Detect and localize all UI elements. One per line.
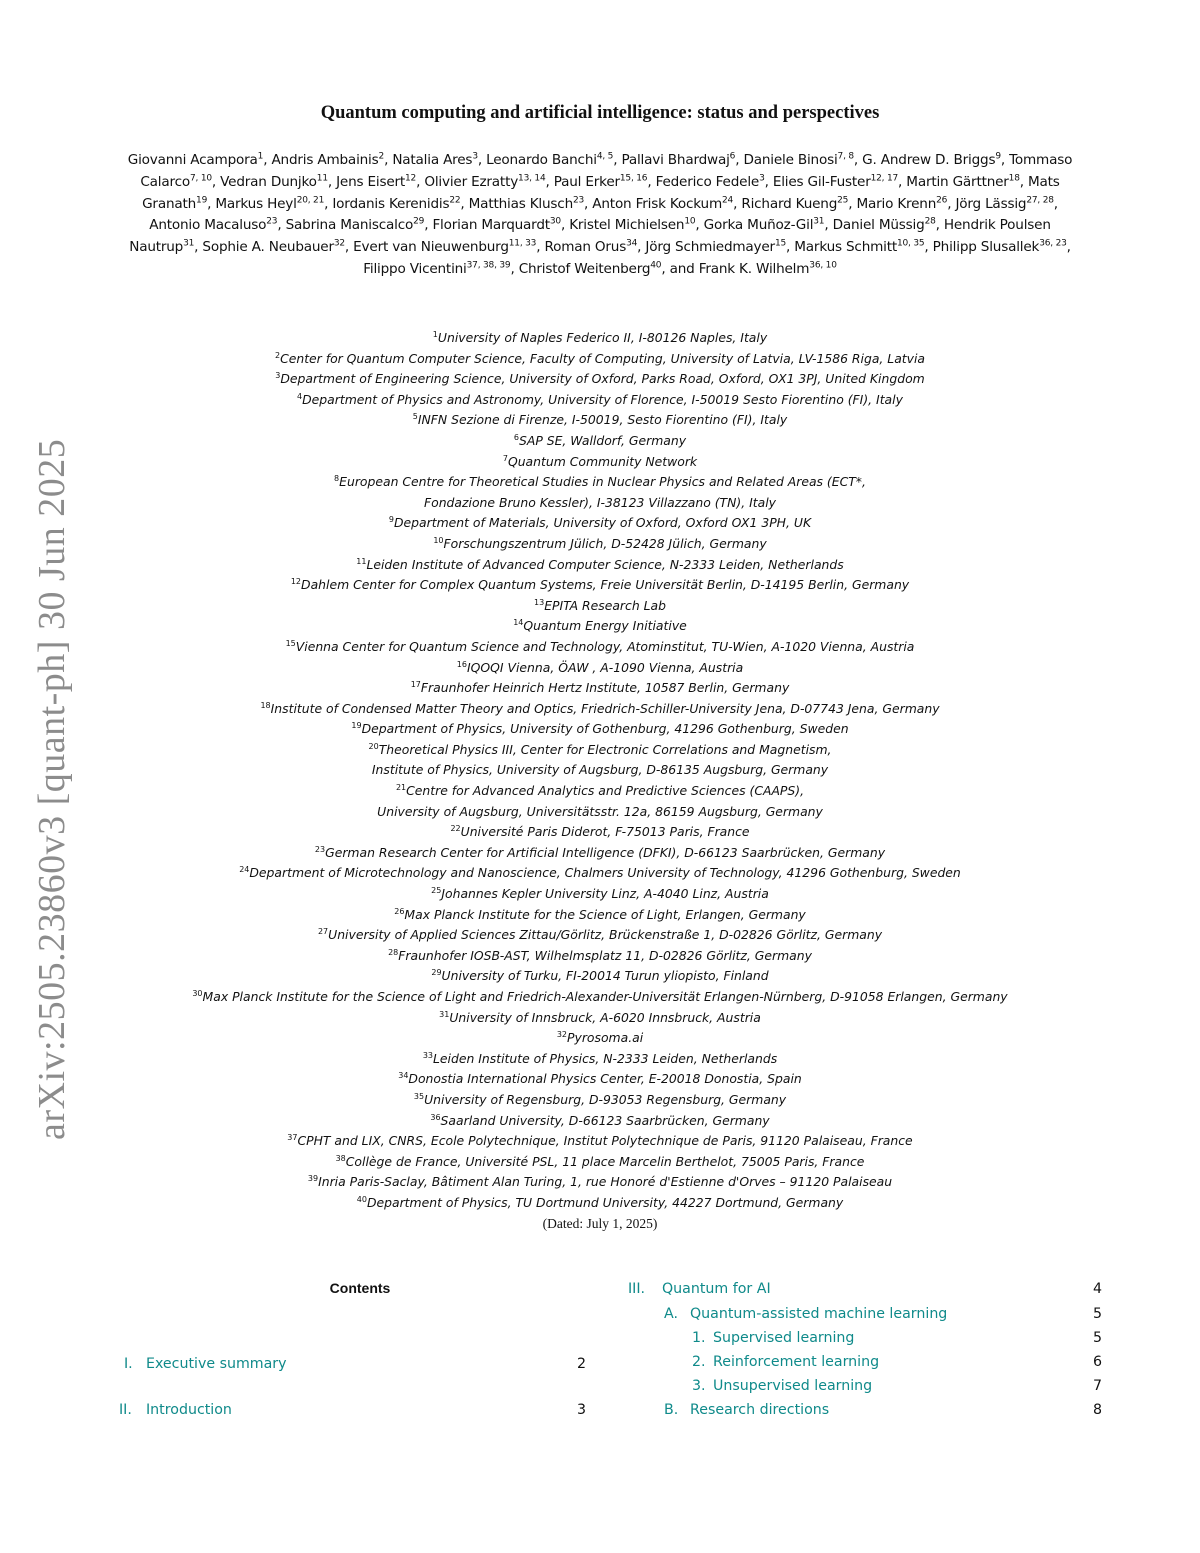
author — [670, 261, 837, 277]
affiliation-line — [100, 410, 1100, 431]
author: Andris Ambainis$^2$, — [271, 151, 389, 168]
author-affiliation-marker: 31 — [183, 238, 195, 249]
affiliation-text: European Centre for Theoretical Studies in Nuclear Physics and Related Areas (ECT*, — [339, 474, 866, 490]
affiliation-text: Pyrosoma.ai — [567, 1030, 644, 1046]
affiliation-number: 28 — [388, 947, 399, 957]
affiliation-number: 18 — [260, 700, 271, 710]
affiliation-line — [100, 1193, 1100, 1214]
author-affiliation-marker: 2 — [378, 151, 385, 162]
author: Tommaso Calarco$^{7, 10}$, — [140, 152, 1073, 190]
author-name: Daniel Müssig — [832, 217, 925, 234]
author: Philipp Slusallek$^{36, 23}$, — [932, 238, 1071, 256]
affiliation-line — [100, 349, 1100, 370]
author: Paul Erker$^{15, 16}$, — [553, 173, 652, 190]
affiliation-line — [100, 802, 1100, 823]
author: Richard Kueng$^{25}$, — [741, 195, 853, 212]
affiliation-line — [100, 1131, 1100, 1152]
toc-entry-label: Reinforcement learning — [713, 1354, 880, 1370]
author-affiliation-marker: 7, 8 — [837, 151, 854, 162]
author-name: Giovanni Acampora — [127, 152, 258, 168]
affiliation-number: 13 — [534, 597, 545, 607]
author: G. Andrew D. Briggs$^9$, — [862, 151, 1005, 168]
affiliation-text: Department of Materials, University of Oxford, Oxford OX1 3PH, UK — [394, 515, 812, 531]
toc-entry-executive-summary[interactable] — [124, 1356, 287, 1372]
affiliation-line — [100, 390, 1100, 411]
affiliation-number: 9 — [388, 515, 395, 525]
author-affiliation-marker: 22 — [449, 195, 461, 206]
author-affiliation-marker: 10 — [684, 216, 696, 227]
author-name: Leonardo Banchi — [486, 152, 597, 168]
author-affiliation-marker: 7, 10 — [189, 173, 212, 184]
author-name: Filippo Vicentini — [363, 260, 467, 277]
author: Iordanis Kerenidis$^{22}$, — [332, 195, 465, 212]
affiliation-line — [100, 513, 1100, 534]
author-affiliation-marker: 25 — [837, 195, 849, 206]
author: Christof Weitenberg$^{40}$, — [518, 260, 666, 277]
affiliation-number: 34 — [398, 1071, 409, 1081]
affiliation-text: Fraunhofer Heinrich Hertz Institute, 10587 Berlin, Germany — [420, 680, 790, 696]
author-affiliation-marker: 6 — [729, 151, 736, 162]
affiliation-text: Department of Physics, University of Gothenburg, 41296 Gothenburg, Sweden — [361, 721, 849, 737]
affiliation-text: Leiden Institute of Advanced Computer Science, N-2333 Leiden, Netherlands — [366, 556, 844, 572]
author: Filippo Vicentini$^{37, 38, 39}$, — [363, 260, 515, 277]
affiliation-line — [100, 596, 1100, 617]
author-affiliation-marker: 32 — [333, 238, 345, 249]
author-affiliation-marker: 27, 28 — [1026, 195, 1054, 206]
author-name: Daniele Binosi — [743, 152, 838, 168]
affiliation-line — [100, 575, 1100, 596]
affiliation-line — [100, 760, 1100, 781]
toc-entry-supervised-learning[interactable] — [692, 1330, 854, 1346]
author-name: Richard Kueng — [741, 195, 838, 212]
affiliation-line — [100, 1111, 1100, 1132]
affiliation-text: Theoretical Physics III, Center for Electronic Correlations and Magnetism, — [378, 741, 832, 757]
author-affiliation-marker: 19 — [196, 195, 208, 206]
author: Kristel Michielsen$^{10}$, — [569, 216, 700, 234]
affiliation-number: 16 — [456, 659, 467, 669]
toc-entry-unsupervised-learning[interactable] — [692, 1378, 872, 1394]
author: Roman Orus$^{34}$, — [544, 238, 642, 256]
author-list — [120, 150, 1080, 281]
affiliation-line — [100, 863, 1100, 884]
author-affiliation-marker: 36, 10 — [809, 260, 837, 271]
toc-entry-quantum-for-ai[interactable] — [628, 1281, 771, 1297]
toc-entry-number: 2. — [692, 1354, 706, 1370]
affiliation-number: 17 — [410, 679, 421, 689]
affiliation-text: University of Naples Federico II, I-80126 Naples, Italy — [437, 330, 768, 345]
affiliation-text: Université Paris Diderot, F-75013 Paris, France — [460, 824, 750, 840]
affiliation-line — [100, 1008, 1100, 1029]
affiliation-number: 20 — [368, 741, 379, 751]
author-affiliation-marker: 12, 17 — [870, 173, 899, 184]
toc-entry-label: Research directions — [690, 1402, 830, 1418]
affiliation-text: Institute of Condensed Matter Theory and Optics, Friedrich-Schiller-University Jena, D-07743 Jena, Germany — [270, 700, 940, 716]
author-name: Mario Krenn — [856, 195, 937, 212]
affiliation-text: University of Applied Sciences Zittau/Görlitz, Brückenstraße 1, D-02826 Görlitz, Germany — [328, 927, 883, 943]
affiliation-line — [100, 369, 1100, 390]
toc-entry-label: Quantum-assisted machine learning — [690, 1306, 948, 1322]
author-name: Andris Ambainis — [271, 152, 379, 168]
toc-entry-number: 1. — [692, 1330, 706, 1346]
author-affiliation-marker: 3 — [472, 151, 478, 162]
contents-heading: Contents — [329, 1280, 391, 1296]
author-name: Roman Orus — [544, 239, 627, 256]
author: Elies Gil-Fuster$^{12, 17}$, — [772, 173, 903, 190]
author: Daniele Binosi$^{7, 8}$, — [743, 151, 859, 168]
author-affiliation-marker: 11 — [316, 173, 328, 184]
affiliation-number: 39 — [307, 1174, 319, 1184]
affiliation-number: 15 — [285, 638, 296, 648]
author-name: Markus Heyl — [215, 195, 297, 212]
affiliation-number: 10 — [433, 535, 444, 545]
author-affiliation-marker: 20, 21 — [296, 195, 325, 206]
author-name: Sophie A. Neubauer — [202, 239, 334, 256]
author-affiliation-marker: 31 — [813, 216, 825, 227]
author-affiliation-marker: 15 — [774, 238, 787, 249]
affiliation-number: 5 — [412, 412, 418, 422]
affiliation-number: 7 — [502, 453, 508, 463]
affiliation-text: University of Regensburg, D-93053 Regensburg, Germany — [424, 1091, 787, 1107]
affiliation-number: 27 — [317, 927, 329, 937]
affiliation-line — [100, 987, 1100, 1008]
affiliation-text: Johannes Kepler University Linz, A-4040 Linz, Austria — [441, 886, 769, 902]
affiliation-line — [100, 966, 1100, 987]
author-affiliation-marker: 34 — [626, 238, 638, 249]
author-name: Federico Fedele — [655, 173, 760, 190]
author: Sophie A. Neubauer$^{32}$, — [202, 238, 350, 256]
toc-entry-reinforcement-learning[interactable] — [692, 1354, 879, 1370]
affiliation-line — [100, 1152, 1100, 1173]
author: Antonio Macaluso$^{23}$, — [149, 216, 282, 234]
affiliation-text: University of Turku, FI-20014 Turun yliopisto, Finland — [441, 968, 769, 984]
toc-page-number: 5 — [1092, 1330, 1102, 1346]
paper-title: Quantum computing and artificial intelligence: status and perspectives — [320, 103, 880, 123]
toc-entry-number: A. — [664, 1306, 678, 1322]
author-name: Jörg Schmiedmayer — [645, 239, 775, 256]
affiliation-number: 4 — [297, 391, 303, 401]
author: Hendrik Poulsen Nautrup$^{31}$, — [129, 217, 1051, 256]
affiliation-line — [100, 905, 1100, 926]
author: Olivier Ezratty$^{13, 14}$, — [424, 173, 550, 190]
author: Federico Fedele$^3$, — [655, 173, 769, 190]
affiliation-number: 36 — [430, 1112, 441, 1122]
author: Sabrina Maniscalco$^{29}$, — [285, 216, 429, 234]
author-affiliation-marker: 9 — [995, 151, 1001, 162]
affiliation-text: Leiden Institute of Physics, N-2333 Leiden, Netherlands — [433, 1050, 778, 1066]
affiliation-text: Saarland University, D-66123 Saarbrücken, Germany — [440, 1112, 770, 1128]
author-affiliation-marker: 26 — [936, 195, 948, 206]
affiliation-line — [100, 843, 1100, 864]
author-name: G. Andrew D. Briggs — [862, 152, 996, 168]
affiliation-number: 12 — [290, 577, 302, 586]
toc-entry-number: B. — [664, 1402, 679, 1418]
author-affiliation-marker: 24 — [722, 195, 734, 206]
author-name: and Frank K. Wilhelm — [669, 260, 810, 277]
affiliation-line — [100, 1069, 1100, 1090]
author-name: Sabrina Maniscalco — [285, 217, 414, 234]
affiliation-line — [100, 719, 1100, 740]
affiliation-number: 8 — [334, 474, 340, 484]
affiliation-number: 35 — [413, 1091, 425, 1101]
toc-page-number: 5 — [1092, 1306, 1102, 1322]
toc-page-number: 4 — [1092, 1281, 1102, 1297]
author-affiliation-marker: 3 — [759, 173, 765, 184]
affiliation-number: 6 — [513, 432, 519, 442]
toc-entry-label: Quantum for AI — [662, 1281, 771, 1297]
author-name: Matthias Klusch — [468, 195, 573, 212]
affiliation-text: Max Planck Institute for the Science of Light, Erlangen, Germany — [404, 906, 806, 922]
author-name: Hendrik Poulsen Nautrup — [129, 217, 1051, 256]
author-name: Jörg Lässig — [955, 195, 1027, 212]
affiliation-text: University of Innsbruck, A-6020 Innsbruck, Austria — [449, 1009, 761, 1025]
author-affiliation-marker: 13, 14 — [518, 173, 546, 184]
toc-entry-research-directions[interactable] — [664, 1402, 829, 1418]
toc-entry-number: 3. — [692, 1378, 706, 1394]
affiliation-text: Fraunhofer IOSB-AST, Wilhelmsplatz 11, D-02826 Görlitz, Germany — [398, 947, 812, 963]
author-name: Florian Marquardt — [432, 217, 550, 234]
affiliation-text: Department of Physics, TU Dortmund University, 44227 Dortmund, Germany — [366, 1194, 844, 1210]
affiliation-line — [100, 946, 1100, 967]
affiliation-line — [100, 616, 1100, 637]
author: Martin Gärttner$^{18}$, — [906, 173, 1024, 190]
affiliation-text: Department of Microtechnology and Nanoscience, Chalmers University of Technology, 41296 Gothenburg, Sweden — [249, 865, 961, 881]
author-name: Antonio Macaluso — [149, 217, 267, 234]
affiliation-text: Forschungszentrum Jülich, D-52428 Jülich, Germany — [443, 535, 767, 551]
affiliation-number: 32 — [556, 1030, 568, 1040]
author: Natalia Ares$^3$, — [392, 151, 482, 168]
author-affiliation-marker: 23 — [266, 216, 278, 227]
affiliation-text: SAP SE, Walldorf, Germany — [518, 432, 687, 448]
affiliation-text: EPITA Research Lab — [544, 597, 666, 613]
author-affiliation-marker: 18 — [1008, 173, 1020, 184]
affiliation-text: Collège de France, Université PSL, 11 place Marcelin Berthelot, 75005 Paris, France — [345, 1153, 865, 1169]
affiliation-text: Institute of Physics, University of Augsburg, D-86135 Augsburg, Germany — [371, 762, 829, 778]
toc-page-number: 8 — [1092, 1402, 1102, 1418]
author: Mario Krenn$^{26}$, — [856, 195, 952, 212]
affiliation-number: 11 — [356, 556, 367, 566]
affiliation-number: 29 — [431, 968, 442, 978]
affiliation-line — [100, 452, 1100, 473]
affiliation-text: Quantum Energy Initiative — [523, 618, 687, 634]
dated-line: (Dated: July 1, 2025) — [542, 1215, 658, 1231]
affiliation-number: 40 — [356, 1194, 367, 1204]
toc-entry-number: II. — [119, 1402, 132, 1418]
affiliation-line — [100, 781, 1100, 802]
affiliation-text: IQOQI Vienna, ÖAW , A-1090 Vienna, Austria — [466, 659, 744, 675]
author-name: Christof Weitenberg — [518, 260, 651, 277]
toc-entry-label: Supervised learning — [713, 1330, 855, 1346]
author-affiliation-marker: 11, 33 — [508, 238, 537, 249]
affiliation-number: 38 — [335, 1153, 346, 1163]
affiliation-text: Center for Quantum Computer Science, Faculty of Computing, University of Latvia, LV-1586 Riga, Latvia — [280, 350, 926, 366]
affiliation-number: 33 — [422, 1050, 434, 1060]
affiliation-line — [100, 431, 1100, 452]
author-name: Iordanis Kerenidis — [332, 195, 450, 212]
affiliation-number: 37 — [287, 1133, 298, 1143]
affiliation-number: 30 — [192, 988, 203, 998]
author-name: Vedran Dunjko — [220, 173, 317, 190]
affiliation-text: German Research Center for Artificial Intelligence (DFKI), D-66123 Saarbrücken, Germany — [325, 844, 886, 860]
author: Giovanni Acampora$^1$, — [127, 151, 268, 168]
affiliation-line — [100, 699, 1100, 720]
author: Mats Granath$^{19}$, — [142, 173, 1060, 212]
author-affiliation-marker: 4, 5 — [596, 151, 614, 162]
toc-entry-introduction[interactable] — [119, 1402, 232, 1418]
toc-page-number: 7 — [1092, 1378, 1102, 1394]
affiliation-line — [100, 555, 1100, 576]
affiliation-line — [100, 1049, 1100, 1070]
author-affiliation-marker: 28 — [924, 216, 936, 227]
toc-entry-label: Unsupervised learning — [713, 1378, 873, 1394]
author: Pallavi Bhardwaj$^6$, — [621, 151, 740, 168]
affiliation-line — [100, 1090, 1100, 1111]
affiliation-line — [100, 328, 1100, 349]
author-name: Natalia Ares — [392, 152, 473, 168]
author-name: Pallavi Bhardwaj — [621, 152, 730, 168]
author: Markus Heyl$^{20, 21}$, — [215, 195, 329, 212]
author: Vedran Dunjko$^{11}$, — [220, 173, 332, 190]
author: Evert van Nieuwenburg$^{11, 33}$, — [353, 238, 541, 256]
author-name: Olivier Ezratty — [424, 173, 519, 190]
affiliation-text: Fondazione Bruno Kessler), I-38123 Villazzano (TN), Italy — [424, 494, 776, 510]
affiliation-number: 22 — [450, 824, 461, 834]
author: Florian Marquardt$^{30}$, — [432, 216, 566, 234]
author-name: Jens Eisert — [336, 173, 406, 190]
affiliation-number: 1 — [432, 329, 438, 339]
affiliation-number: 14 — [513, 618, 524, 628]
affiliation-number: 25 — [431, 885, 442, 895]
toc-entry-label: Introduction — [146, 1402, 232, 1418]
affiliation-line — [100, 678, 1100, 699]
affiliation-text: Centre for Advanced Analytics and Predictive Sciences (CAAPS), — [406, 783, 805, 799]
affiliation-number: 3 — [275, 371, 281, 381]
affiliation-text: Dahlem Center for Complex Quantum Systems, Freie Universität Berlin, D-14195 Berlin, Germany — [301, 577, 910, 593]
author-affiliation-marker: 1 — [257, 151, 264, 162]
affiliation-line — [100, 637, 1100, 658]
affiliation-text: Department of Physics and Astronomy, University of Florence, I-50019 Sesto Fiorentino (FI), Italy — [302, 391, 903, 407]
author-affiliation-marker: 10, 35 — [896, 238, 925, 249]
toc-entry-label: Executive summary — [146, 1356, 287, 1372]
author: Daniel Müssig$^{28}$, — [832, 216, 940, 234]
author-affiliation-marker: 15, 16 — [619, 173, 648, 184]
affiliation-text: Vienna Center for Quantum Science and Technology, Atominstitut, TU-Wien, A-1020 Vienna, Austria — [295, 638, 915, 654]
affiliation-text: Department of Engineering Science, University of Oxford, Parks Road, Oxford, OX1 3PJ, United Kingdom — [280, 371, 925, 387]
affiliation-line — [100, 1028, 1100, 1049]
author-affiliation-marker: 12 — [405, 173, 417, 184]
toc-page-number: 6 — [1092, 1354, 1102, 1370]
affiliation-line — [100, 534, 1100, 555]
author-affiliation-marker: 36, 23 — [1039, 238, 1067, 249]
author: Anton Frisk Kockum$^{24}$, — [592, 195, 738, 212]
author: Jens Eisert$^{12}$, — [336, 173, 421, 190]
affiliation-text: Max Planck Institute for the Science of Light and Friedrich-Alexander-Universität Erlangen-Nürnberg, D-91058 Erlangen, Germany — [202, 989, 1008, 1004]
author: Gorka Muñoz-Gil$^{31}$, — [703, 216, 829, 234]
toc-entry-quantum-assisted-ml[interactable] — [664, 1306, 947, 1322]
author-name: Markus Schmitt — [794, 239, 897, 256]
affiliation-line — [100, 740, 1100, 761]
affiliation-line — [100, 884, 1100, 905]
author: Markus Schmitt$^{10, 35}$, — [794, 238, 929, 256]
author: Jörg Lässig$^{27, 28}$, — [955, 195, 1058, 212]
author-name: Mats Granath — [142, 173, 1060, 212]
author-affiliation-marker: 23 — [572, 195, 585, 206]
author-name: Gorka Muñoz-Gil — [703, 217, 814, 234]
author-affiliation-marker: 37, 38, 39 — [466, 260, 511, 271]
toc-page-number: 3 — [576, 1402, 586, 1418]
affiliation-number: 26 — [394, 906, 405, 916]
affiliation-number: 31 — [439, 1009, 450, 1019]
affiliation-list — [100, 328, 1100, 1234]
affiliation-number: 21 — [395, 782, 407, 792]
arxiv-identifier-stamp: arXiv:2505.23860v3 [quant-ph] 30 Jun 2025 — [31, 438, 73, 1140]
affiliation-text: University of Augsburg, Universitätsstr. 12a, 86159 Augsburg, Germany — [377, 803, 823, 819]
affiliation-text: CPHT and LIX, CNRS, Ecole Polytechnique, Institut Polytechnique de Paris, 91120 Palaiseau, France — [297, 1133, 913, 1149]
author: Jörg Schmiedmayer$^{15}$, — [645, 238, 791, 256]
affiliation-text: INFN Sezione di Firenze, I-50019, Sesto Fiorentino (FI), Italy — [417, 412, 788, 428]
affiliation-text: Donostia International Physics Center, E-20018 Donostia, Spain — [408, 1071, 802, 1087]
author: Leonardo Banchi$^{4, 5}$, — [486, 151, 618, 168]
toc-page-number: 2 — [576, 1356, 586, 1372]
affiliation-line — [100, 925, 1100, 946]
affiliation-line — [100, 472, 1100, 493]
author-name: Philipp Slusallek — [932, 239, 1040, 256]
affiliation-line — [100, 822, 1100, 843]
author-name: Paul Erker — [553, 173, 620, 190]
affiliation-line — [100, 493, 1100, 514]
author-affiliation-marker: 29 — [413, 216, 425, 227]
author-name: Elies Gil-Fuster — [772, 173, 871, 190]
author-name: Tommaso Calarco — [140, 152, 1073, 190]
affiliation-line — [100, 658, 1100, 679]
toc-entry-number: III. — [628, 1281, 646, 1297]
affiliation-number: 2 — [274, 350, 281, 360]
affiliation-text: Quantum Community Network — [507, 453, 698, 469]
author-name: Martin Gärttner — [906, 173, 1009, 190]
author-name: Kristel Michielsen — [569, 217, 685, 234]
affiliation-line — [100, 1172, 1100, 1193]
affiliation-number: 23 — [314, 844, 326, 854]
author-name: Evert van Nieuwenburg — [353, 239, 509, 256]
author-affiliation-marker: 40 — [650, 260, 662, 271]
author-affiliation-marker: 30 — [549, 216, 561, 227]
author-name: Anton Frisk Kockum — [592, 195, 723, 212]
affiliation-number: 19 — [351, 721, 362, 731]
author: Matthias Klusch$^{23}$, — [468, 195, 589, 212]
affiliation-number: 24 — [239, 865, 250, 875]
affiliation-text: Inria Paris-Saclay, Bâtiment Alan Turing, 1, rue Honoré d'Estienne d'Orves – 91120 Palaiseau — [318, 1174, 893, 1190]
toc-entry-number: I. — [124, 1356, 133, 1372]
